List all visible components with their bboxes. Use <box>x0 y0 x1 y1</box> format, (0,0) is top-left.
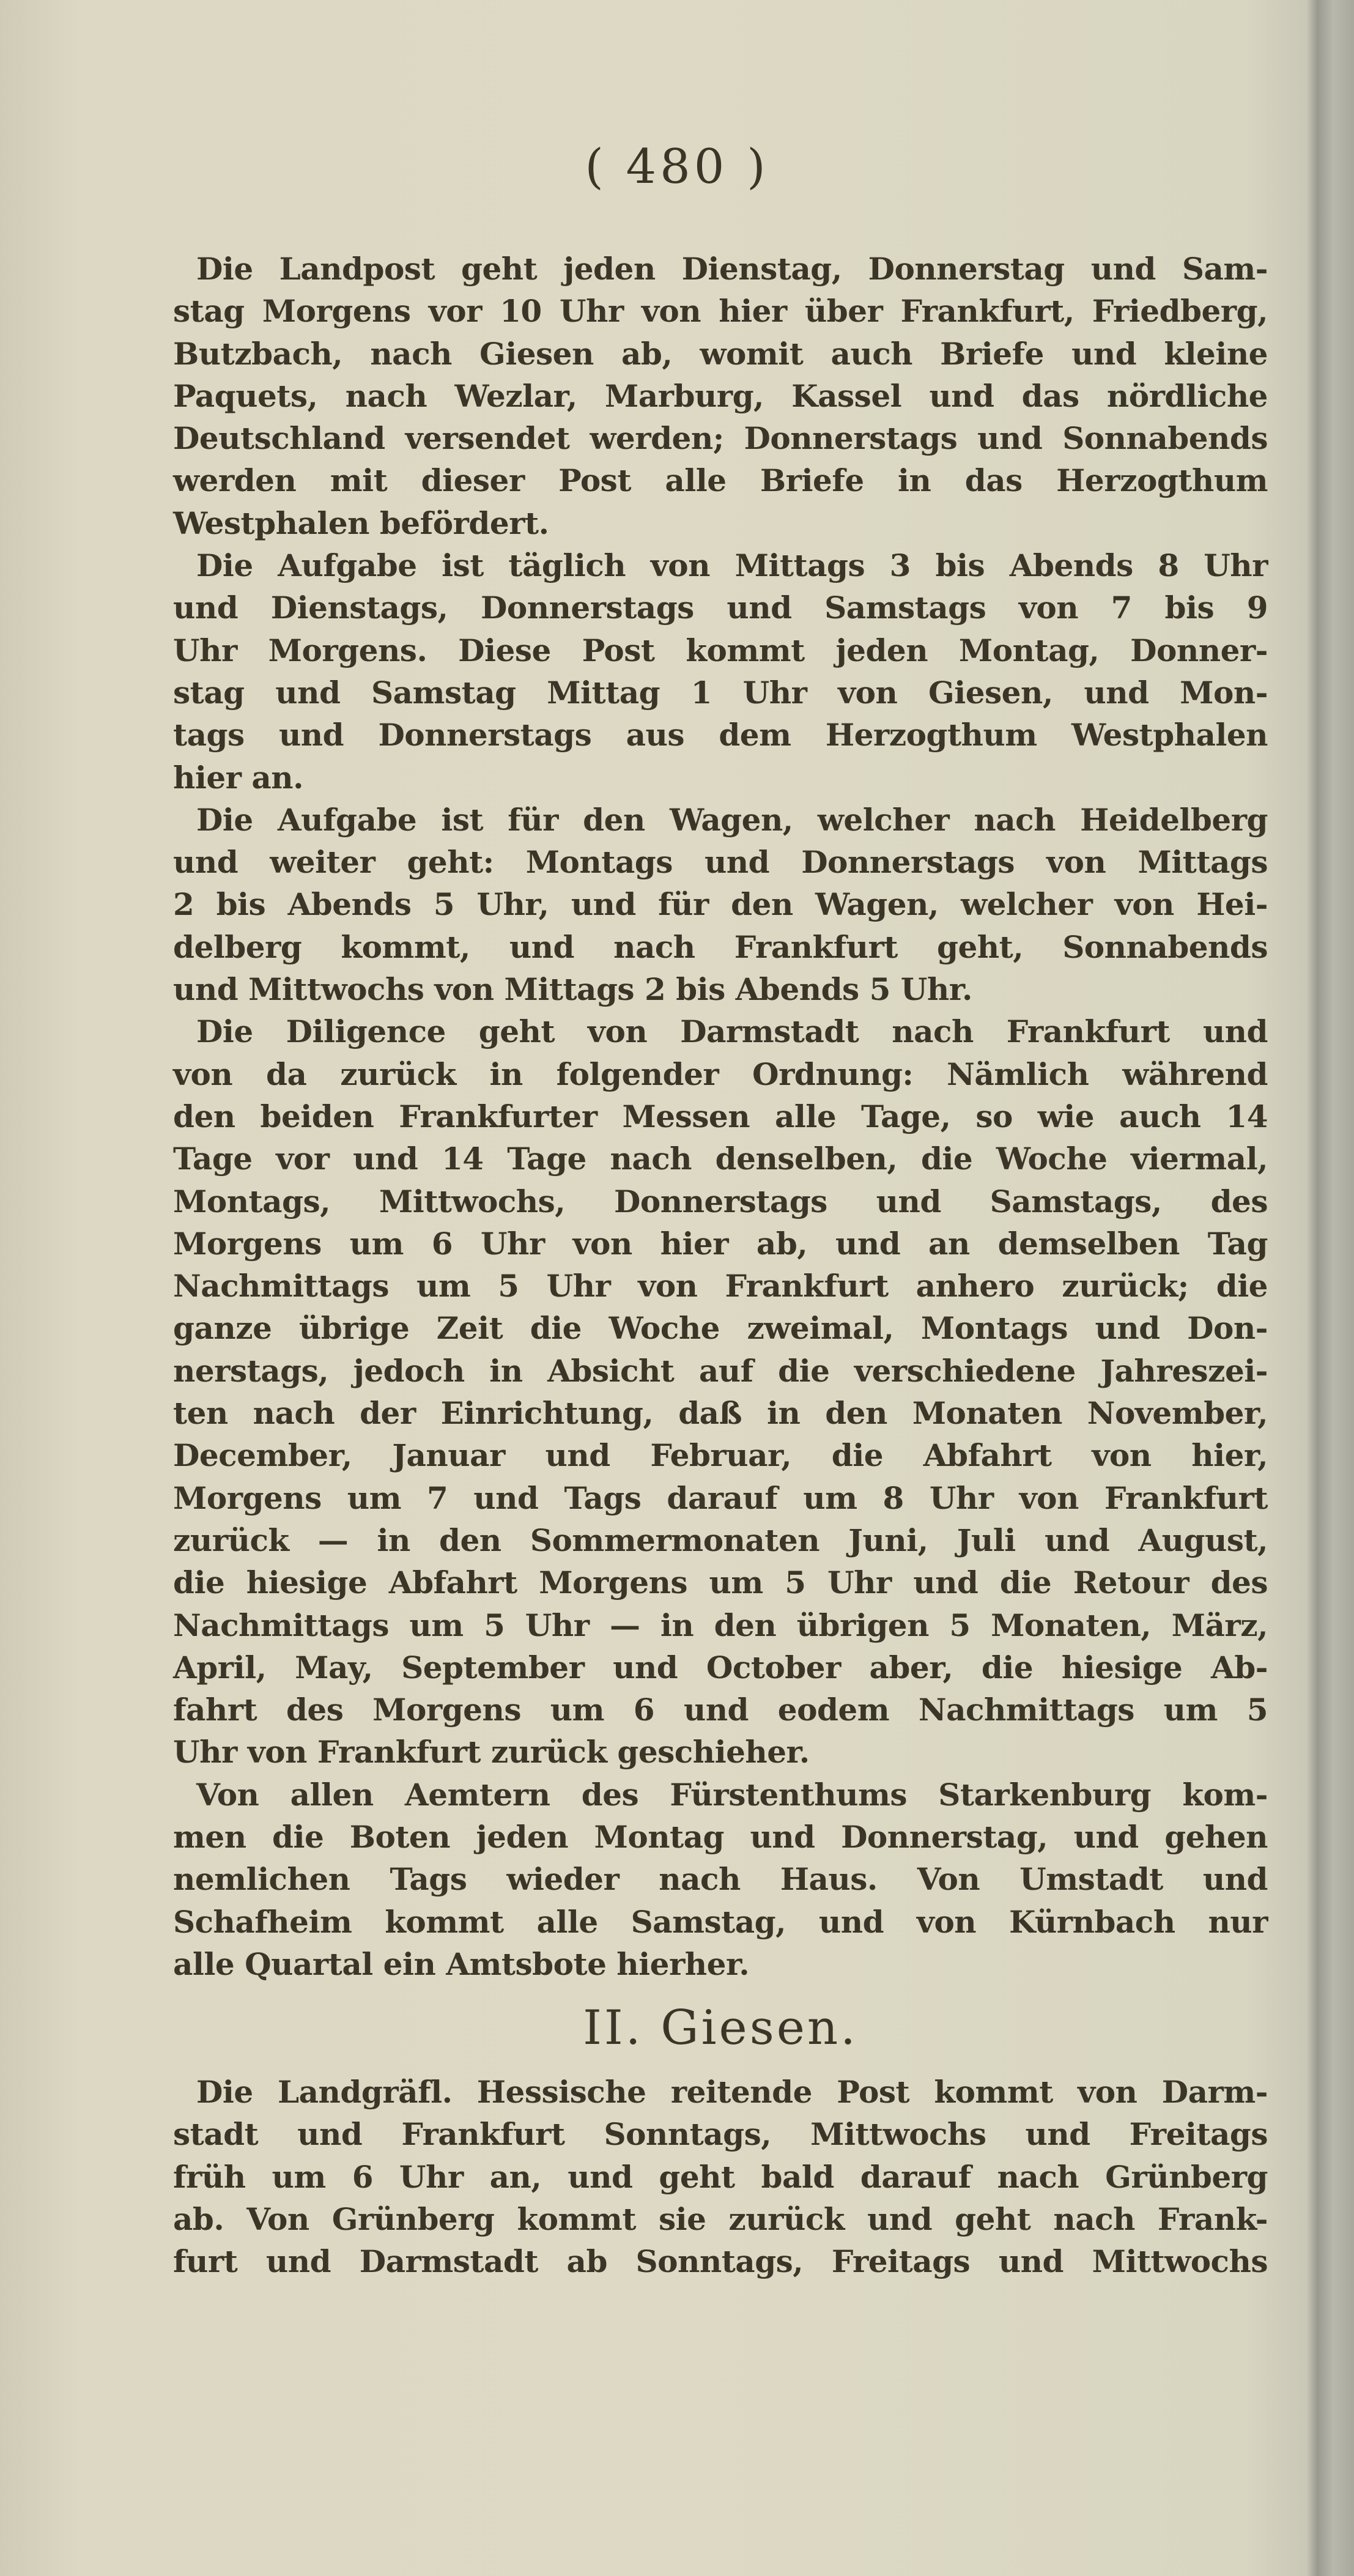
text-line: hier an. <box>173 759 304 796</box>
page-number: ( 480 ) <box>585 139 769 194</box>
text-line: und weiter geht: Montags und Donnerstags von Mittags <box>173 844 1268 881</box>
text-line: nerstags, jedoch in Absicht auf die verschiedene Jahreszei- <box>173 1352 1268 1389</box>
text-line: Montags, Mittwochs, Donnerstags und Samstags, des <box>173 1183 1268 1220</box>
paragraph <box>173 799 1268 1010</box>
text-line: Butzbach, nach Giesen ab, womit auch Briefe und kleine <box>173 335 1268 372</box>
text-line: Uhr Morgens. Diese Post kommt jeden Montag, Donner- <box>173 632 1268 668</box>
text-line: ganze übrige Zeit die Woche zweimal, Montags und Don- <box>173 1310 1268 1347</box>
text-line: stadt und Frankfurt Sonntags, Mittwochs und Freitags <box>173 2116 1268 2153</box>
text-line: von da zurück in folgender Ordnung: Nämlich während <box>173 1056 1268 1092</box>
paragraph <box>173 544 1268 799</box>
text-line: Die Landgräfl. Hessische reitende Post kommt von Darm- <box>196 2074 1268 2111</box>
text-line: December, Januar und Februar, die Abfahrt von hier, <box>173 1437 1268 1474</box>
page-body <box>173 248 1268 2283</box>
text-line: Die Aufgabe ist täglich von Mittags 3 bis Abends 8 Uhr <box>196 547 1268 584</box>
text-line: Tage vor und 14 Tage nach denselben, die Woche viermal, <box>173 1141 1268 1177</box>
text-line: Die Aufgabe ist für den Wagen, welcher nach Heidelberg <box>196 801 1268 838</box>
text-line: fahrt des Morgens um 6 und eodem Nachmittags um 5 <box>173 1692 1268 1728</box>
text-line: die hiesige Abfahrt Morgens um 5 Uhr und die Retour des <box>173 1564 1268 1601</box>
paragraph <box>173 248 1268 544</box>
section-heading-giesen: II. Giesen. <box>583 2000 858 2056</box>
text-line: 2 bis Abends 5 Uhr, und für den Wagen, welcher von Hei- <box>173 886 1268 923</box>
text-line: ab. Von Grünberg kommt sie zurück und geht nach Frank- <box>173 2201 1268 2238</box>
text-line: Von allen Aemtern des Fürstenthums Starkenburg kom- <box>196 1776 1268 1813</box>
text-line: werden mit dieser Post alle Briefe in das Herzogthum <box>173 462 1268 499</box>
text-line: Paquets, nach Wezlar, Marburg, Kassel und das nördliche <box>173 377 1268 414</box>
text-line: und Mittwochs von Mittags 2 bis Abends 5 Uhr. <box>173 971 972 1008</box>
section-darmstadt <box>173 248 1268 1985</box>
text-line: men die Boten jeden Montag und Donnerstag, und gehen <box>173 1818 1268 1855</box>
text-line: delberg kommt, und nach Frankfurt geht, Sonnabends <box>173 928 1268 965</box>
text-line: Schafheim kommt alle Samstag, und von Kürnbach nur <box>173 1903 1268 1940</box>
text-line: tags und Donnerstags aus dem Herzogthum Westphalen <box>173 717 1268 753</box>
text-line: April, May, September und October aber, die hiesige Ab- <box>173 1649 1268 1686</box>
text-line: stag und Samstag Mittag 1 Uhr von Giesen, und Mon- <box>173 674 1268 711</box>
text-line: ten nach der Einrichtung, daß in den Monaten November, <box>173 1395 1268 1432</box>
text-line: Die Landpost geht jeden Dienstag, Donnerstag und Sam- <box>196 251 1268 287</box>
text-line: Deutschland versendet werden; Donnerstags und Sonnabends <box>173 420 1268 457</box>
paragraph <box>173 1774 1268 1985</box>
text-line: früh um 6 Uhr an, und geht bald darauf nach Grünberg <box>173 2158 1268 2195</box>
text-line: furt und Darmstadt ab Sonntags, Freitags und Mittwochs <box>173 2243 1268 2280</box>
text-line: alle Quartal ein Amtsbote hierher. <box>173 1945 750 1982</box>
paragraph <box>173 1010 1268 1773</box>
text-line: den beiden Frankfurter Messen alle Tage, so wie auch 14 <box>173 1098 1268 1134</box>
text-line: Morgens um 7 und Tags darauf um 8 Uhr von Frankfurt <box>173 1479 1268 1516</box>
text-line: Die Diligence geht von Darmstadt nach Frankfurt und <box>196 1013 1268 1050</box>
text-line: Nachmittags um 5 Uhr von Frankfurt anhero zurück; die <box>173 1268 1268 1305</box>
text-line: Uhr von Frankfurt zurück geschieher. <box>173 1734 810 1771</box>
text-line: Westphalen befördert. <box>173 505 549 541</box>
text-line: und Dienstags, Donnerstags und Samstags von 7 bis 9 <box>173 590 1268 626</box>
text-line: Nachmittags um 5 Uhr — in den übrigen 5 Monaten, März, <box>173 1607 1268 1643</box>
text-line: stag Morgens vor 10 Uhr von hier über Frankfurt, Friedberg, <box>173 293 1268 330</box>
text-line: zurück — in den Sommermonaten Juni, Juli und August, <box>173 1522 1268 1558</box>
paragraph <box>173 2071 1268 2282</box>
section-giesen <box>173 2071 1268 2282</box>
text-line: Morgens um 6 Uhr von hier ab, und an demselben Tag <box>173 1225 1268 1262</box>
text-line: nemlichen Tags wieder nach Haus. Von Umstadt und <box>173 1861 1268 1898</box>
